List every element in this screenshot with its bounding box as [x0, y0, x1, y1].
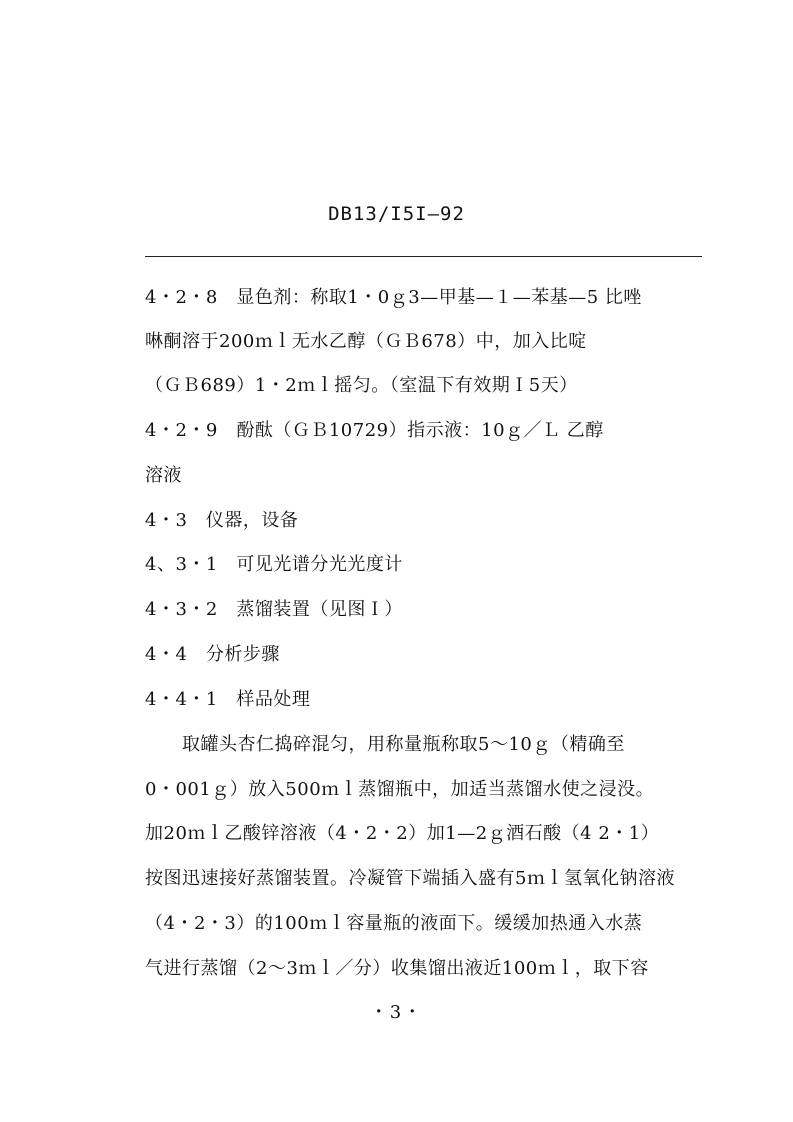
clause-4-3-2: 4・3・2 蒸馏装置（见图Ｉ） [145, 599, 403, 620]
text-line: 溶液 [145, 465, 182, 486]
text-line: 加20ｍｌ乙酸锌溶液（4・2・2）加1—2ｇ酒石酸（4 2・1） [145, 823, 660, 844]
clause-4-3-1: 4、3・1 可见光谱分光光度计 [145, 554, 403, 575]
paragraph-first-line: 取罐头杏仁捣碎混匀，用称量瓶称取5～10ｇ（精确至 [182, 734, 625, 755]
text-line: 啉酮溶于200ｍｌ无水乙醇（ＧＢ678）中，加入比啶 [145, 331, 587, 352]
clause-4-2-9: 4・2・9 酚酞（ＧＢ10729）指示液：10ｇ／Ｌ 乙醇 [145, 420, 604, 441]
section-4-4-heading: 4・4 分析步骤 [145, 644, 280, 665]
page-number: ・3・ [369, 1002, 424, 1023]
text-line: 0・001ｇ）放入500ｍｌ蒸馏瓶中，加适当蒸馏水使之浸没。 [145, 779, 655, 800]
section-4-3-heading: 4・3 仪器，设备 [145, 510, 299, 531]
text-line: （4・2・3）的100ｍｌ容量瓶的液面下。缓缓加热通入水蒸 [145, 913, 643, 934]
text-line: 按图迅速接好蒸馏装置。冷凝管下端插入盛有5ｍｌ氢氧化钠溶液 [145, 868, 675, 889]
text-line: 气进行蒸馏（2～3ｍｌ／分）收集馏出液近100ｍｌ，取下容 [145, 958, 649, 979]
text-line: （ＧＢ689）1・2ｍｌ摇匀。（室温下有效期Ｉ5天） [145, 375, 578, 396]
clause-4-4-1: 4・4・1 样品处理 [145, 689, 311, 710]
clause-4-2-8: 4・2・8 显色剂：称取1・0ｇ3—甲基—１—苯基—5 比唑 [145, 287, 642, 308]
standard-code-header: DB13/I5I—92 [328, 203, 465, 225]
header-rule [145, 256, 702, 257]
